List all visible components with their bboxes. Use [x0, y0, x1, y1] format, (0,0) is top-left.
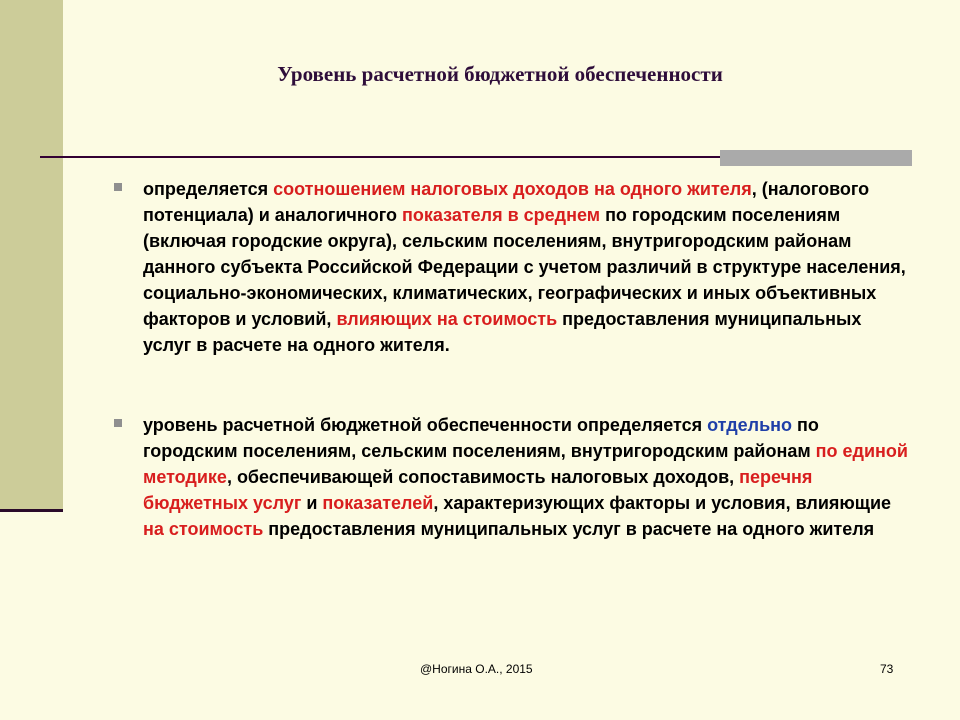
highlighted-text-segment: показателя в среднем: [402, 205, 601, 225]
highlighted-text-segment: показателей: [322, 493, 434, 513]
bullet-square-icon: [114, 419, 122, 427]
bullet-square-icon: [114, 183, 122, 191]
highlighted-text-segment: перечня бюджетных услуг: [143, 467, 813, 513]
bullet-text-segment: , характеризующих факторы и условия, влияющие: [433, 493, 892, 513]
bullet-item-1: [143, 176, 913, 358]
slide-title: Уровень расчетной бюджетной обеспеченности: [277, 62, 723, 86]
highlighted-text-segment: соотношением налоговых доходов на одного жителя: [273, 179, 752, 199]
bullet-text-segment: по городским поселениям, сельским поселениям, внутригородским районам: [143, 415, 819, 461]
bullet-text: [143, 179, 906, 355]
footer-author: @Ногина О.А., 2015: [420, 662, 533, 676]
bullet-text-segment: и: [301, 493, 323, 513]
left-decorative-band: [0, 0, 63, 511]
bullet-text-segment: , обеспечивающей сопоставимость налоговых доходов,: [226, 467, 740, 487]
highlighted-text-segment: по единой методике: [143, 441, 908, 487]
highlighted-text-segment: влияющих на стоимость: [336, 309, 558, 329]
bullet-text-segment: по городским поселениям (включая городские округа), сельским поселениям, внутригородским районам данного субъекта Российской Федерации с учетом различий в структуре населения, социально-экономических, климатических, географических и иных объективных факторов и условий,: [143, 205, 906, 329]
highlighted-text-segment: отдельно: [707, 415, 793, 435]
bullet-text-segment: , (налогового потенциала) и аналогичного: [143, 179, 870, 225]
bullet-item-2: [143, 412, 913, 542]
bullet-text-segment: уровень расчетной бюджетной обеспеченности определяется: [143, 415, 708, 435]
bullet-text-segment: предоставления муниципальных услуг в расчете на одного жителя: [263, 519, 875, 539]
bullet-text: [143, 415, 908, 539]
left-band-underline: [0, 509, 63, 512]
title-accent-bar: [720, 150, 912, 166]
bullet-text-segment: предоставления муниципальных услуг в расчете на одного жителя.: [143, 309, 862, 355]
page-number: 73: [880, 662, 894, 676]
highlighted-text-segment: на стоимость: [143, 519, 264, 539]
bullet-text-segment: определяется: [143, 179, 274, 199]
